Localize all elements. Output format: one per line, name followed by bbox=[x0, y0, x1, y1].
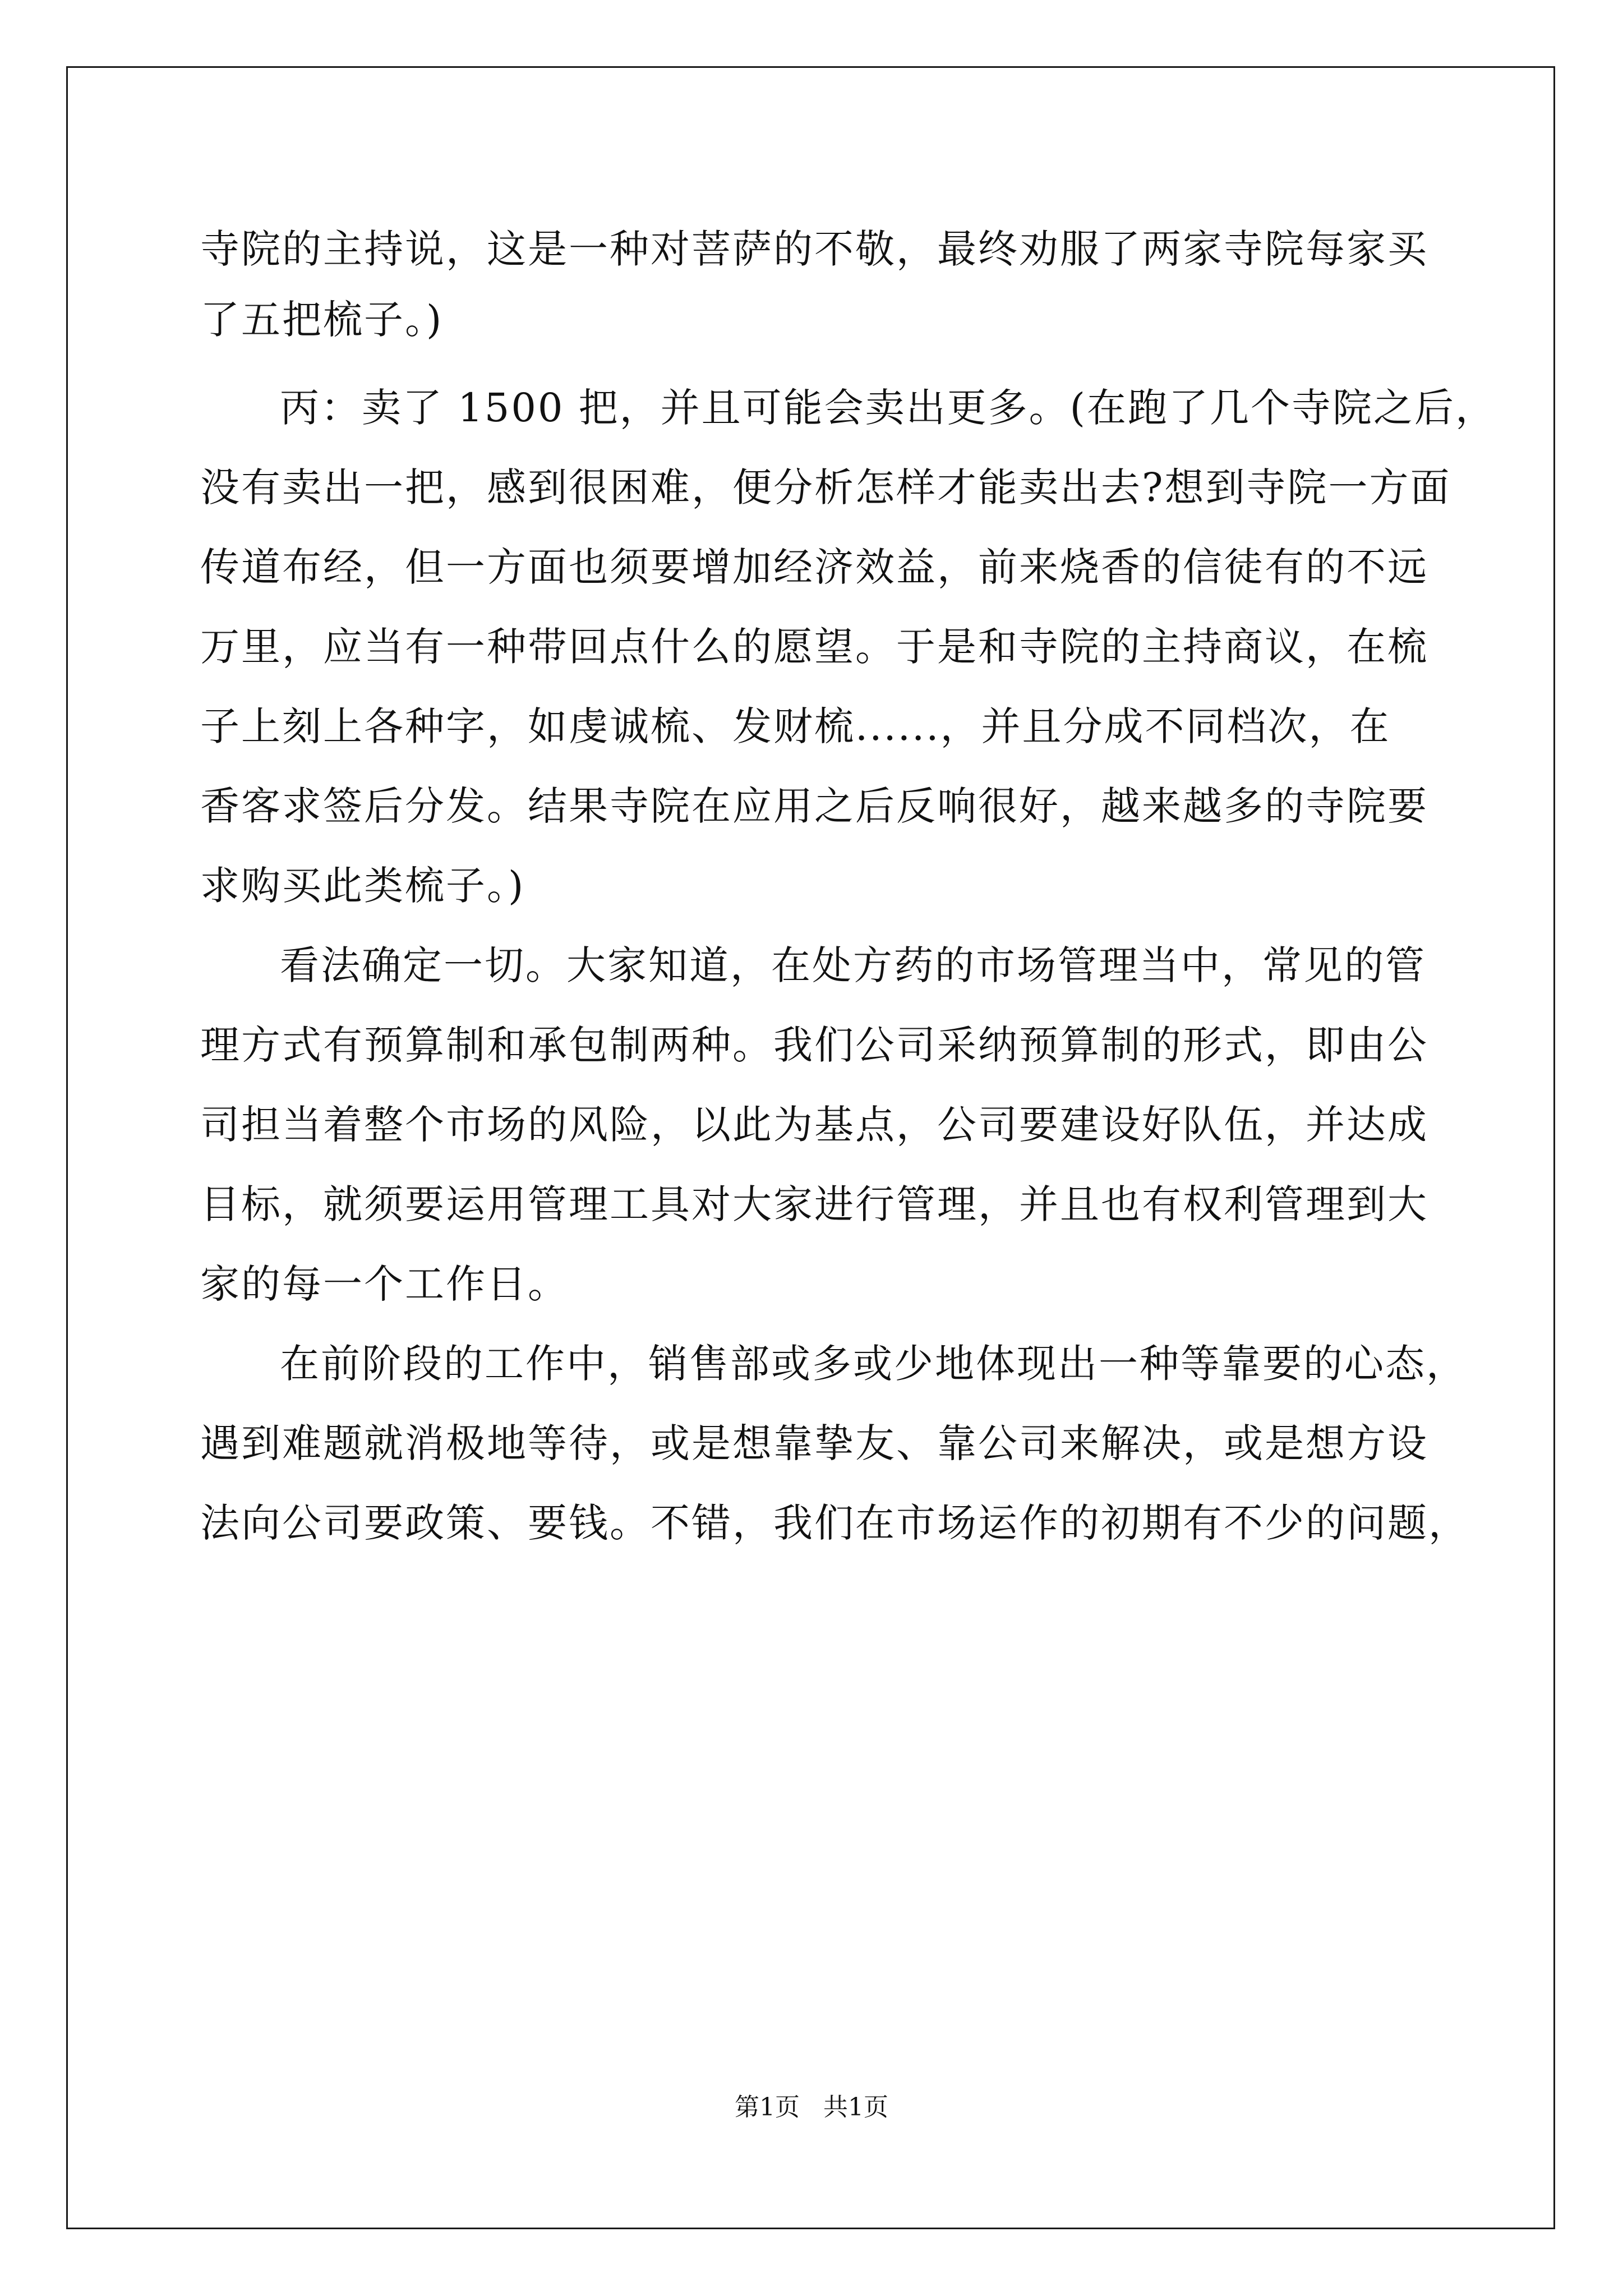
text-line: 理方式有预算制和承包制两种。我们公司采纳预算制的形式，即由公 bbox=[200, 1022, 1428, 1068]
text-line: 子上刻上各种字，如虔诚梳、发财梳......，并且分成不同档次，在 bbox=[200, 703, 1391, 749]
text-line: 法向公司要政策、要钱。不错，我们在市场运作的初期有不少的问题， bbox=[200, 1500, 1469, 1546]
text-line: 寺院的主持说，这是一种对菩萨的不敬，最终劝服了两家寺院每家买 bbox=[200, 226, 1428, 272]
text-line: 香客求签后分发。结果寺院在应用之后反响很好，越来越多的寺院要 bbox=[200, 783, 1428, 829]
text-line: 了五把梳子。) bbox=[200, 297, 444, 343]
text-line: 万里，应当有一种带回点什么的愿望。于是和寺院的主持商议，在梳 bbox=[200, 624, 1428, 670]
text-line: 没有卖出一把，感到很困难，便分析怎样才能卖出去?想到寺院一方面 bbox=[200, 464, 1451, 510]
page-footer: 第1页 共1页 bbox=[735, 2093, 888, 2122]
text-line: 在前阶段的工作中，销售部或多或少地体现出一种等靠要的心态， bbox=[280, 1341, 1467, 1387]
text-line: 家的每一个工作日。 bbox=[200, 1261, 569, 1307]
text-line: 丙：卖了 1500 把，并且可能会卖出更多。(在跑了几个寺院之后， bbox=[280, 385, 1496, 431]
text-line: 司担当着整个市场的风险，以此为基点，公司要建设好队伍，并达成 bbox=[200, 1102, 1428, 1148]
text-line: 传道布经，但一方面也须要增加经济效益，前来烧香的信徒有的不远 bbox=[200, 544, 1428, 590]
text-line: 遇到难题就消极地等待，或是想靠挚友、靠公司来解决，或是想方设 bbox=[200, 1420, 1428, 1466]
text-line: 看法确定一切。大家知道，在处方药的市场管理当中，常见的管 bbox=[280, 942, 1426, 988]
text-line: 求购买此类梳子。) bbox=[200, 863, 525, 909]
text-line: 目标，就须要运用管理工具对大家进行管理，并且也有权利管理到大 bbox=[200, 1181, 1428, 1227]
